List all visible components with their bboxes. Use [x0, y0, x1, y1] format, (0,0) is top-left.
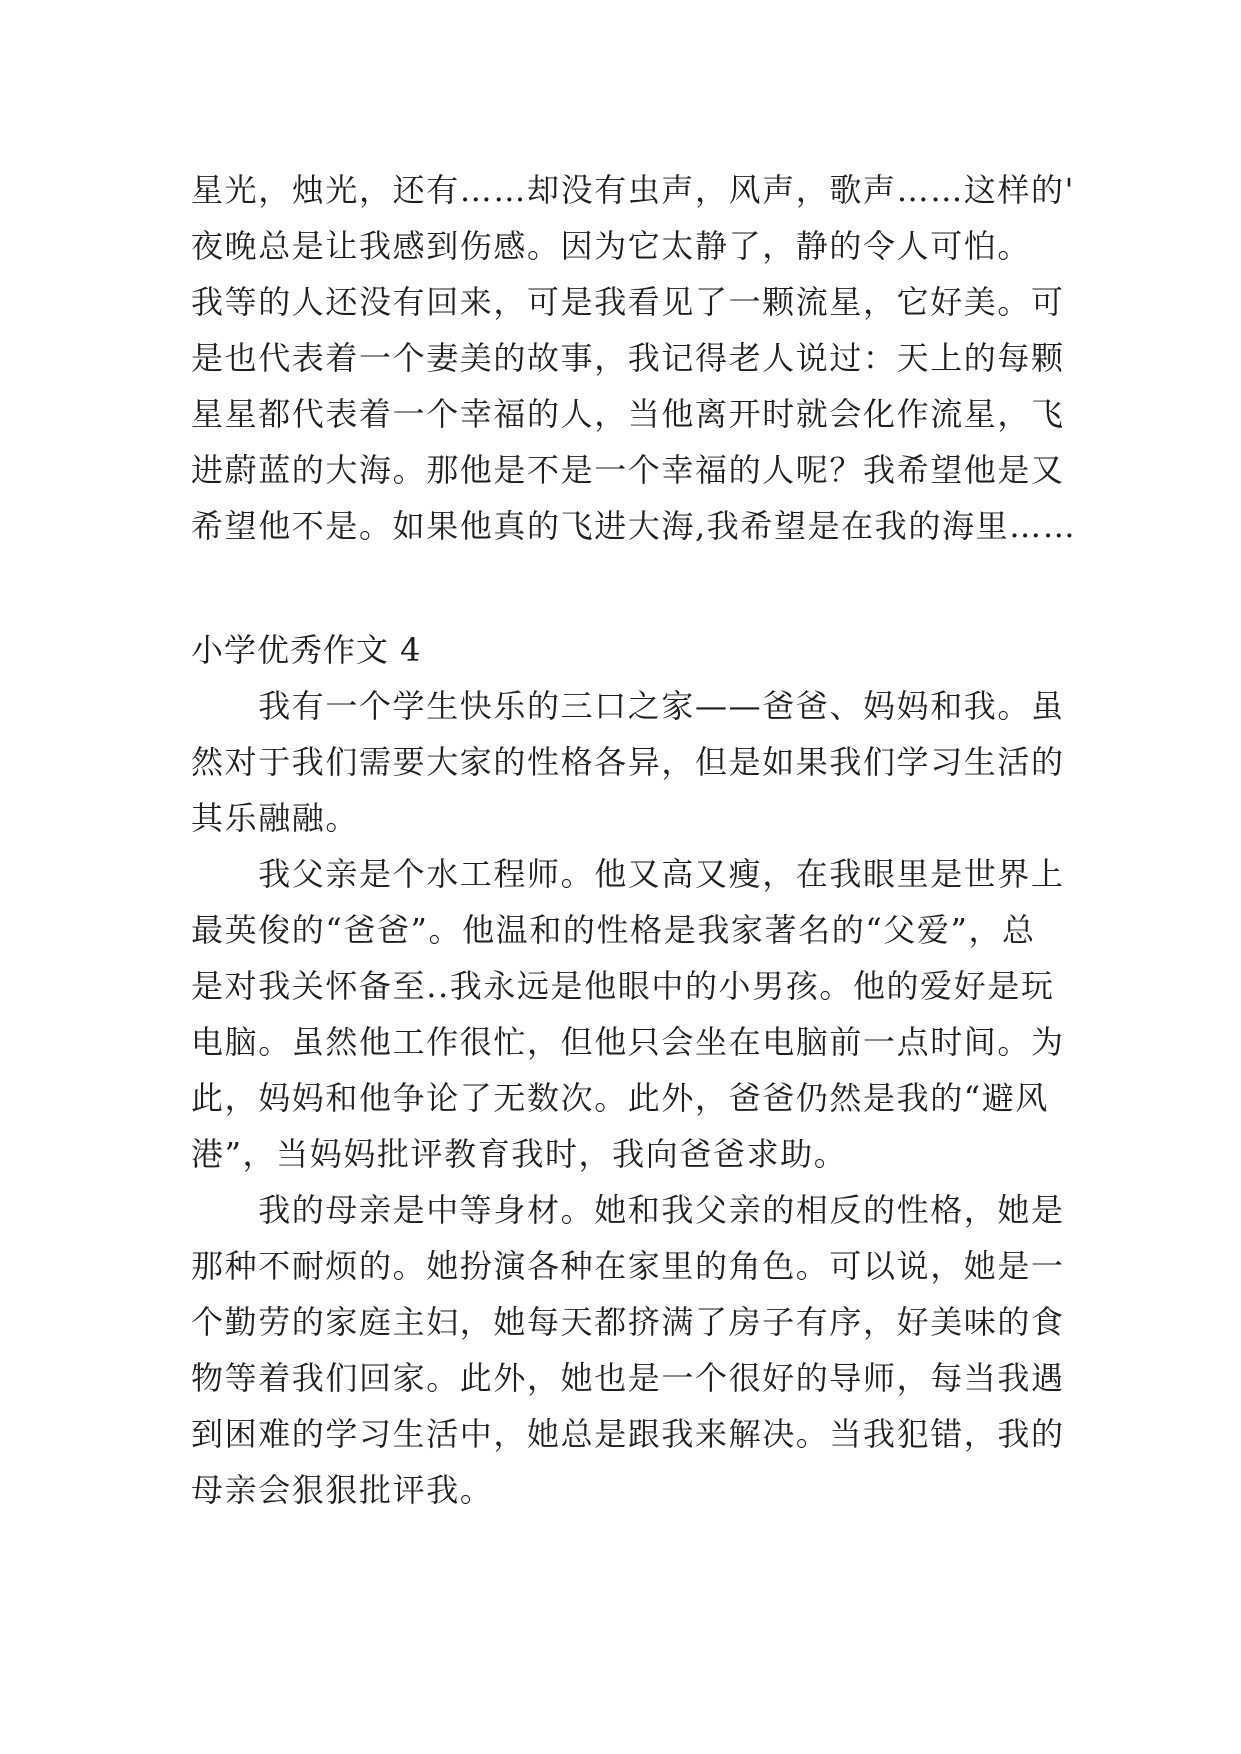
- paragraph: [191, 1182, 1065, 1518]
- text-line: 星光，烛光，还有……却没有虫声，风声，歌声……这样的': [191, 171, 1075, 209]
- text-line: 是对我关怀备至..我永远是他眼中的小男孩。他的爱好是玩: [191, 967, 1055, 1005]
- section-title: 小学优秀作文 4: [191, 631, 422, 669]
- text-line: 星星都代表着一个幸福的人，当他离开时就会化作流星，飞: [191, 395, 1065, 433]
- text-line: 到困难的学习生活中，她总是跟我来解决。当我犯错，我的: [191, 1415, 1065, 1453]
- text-line: 进蔚蓝的大海。那他是不是一个幸福的人呢？我希望他是又: [191, 451, 1065, 489]
- text-line: 个勤劳的家庭主妇，她每天都挤满了房子有序，好美味的食: [191, 1303, 1065, 1341]
- text-line: 是也代表着一个妻美的故事，我记得老人说过：天上的每颗: [191, 339, 1065, 377]
- text-line: 那种不耐烦的。她扮演各种在家里的角色。可以说，她是一: [191, 1247, 1065, 1285]
- text-line: 希望他不是。如果他真的飞进大海,我希望是在我的海里……: [191, 507, 1077, 545]
- essay-section: [191, 622, 1065, 1518]
- text-line: 我父亲是个水工程师。他又高又瘦，在我眼里是世界上: [191, 855, 1065, 893]
- text-line: 我等的人还没有回来，可是我看见了一颗流星，它好美。可: [191, 283, 1065, 321]
- text-line: 电脑。虽然他工作很忙，但他只会坐在电脑前一点时间。为: [191, 1023, 1065, 1061]
- text-line: 其乐融融。: [191, 799, 360, 837]
- paragraph: [191, 846, 1065, 1182]
- text-line: 我的母亲是中等身材。她和我父亲的相反的性格，她是: [191, 1191, 1065, 1229]
- text-line: 母亲会狠狠批评我。: [191, 1471, 494, 1509]
- text-line: 此，妈妈和他争论了无数次。此外，爸爸仍然是我的“避风: [191, 1079, 1049, 1117]
- text-line: 物等着我们回家。此外，她也是一个很好的导师，每当我遇: [191, 1359, 1065, 1397]
- text-line: 夜晚总是让我感到伤感。因为它太静了，静的令人可怕。: [191, 227, 1032, 265]
- text-line: 然对于我们需要大家的性格各异，但是如果我们学习生活的: [191, 743, 1065, 781]
- paragraph: [191, 678, 1065, 846]
- text-line: 港”，当妈妈批评教育我时，我向爸爸求助。: [191, 1135, 848, 1173]
- essay-continuation: [191, 162, 1077, 554]
- text-line: 我有一个学生快乐的三口之家——爸爸、妈妈和我。虽: [191, 687, 1065, 725]
- text-line: 最英俊的“爸爸”。他温和的性格是我家著名的“父爱”，总: [191, 911, 1036, 949]
